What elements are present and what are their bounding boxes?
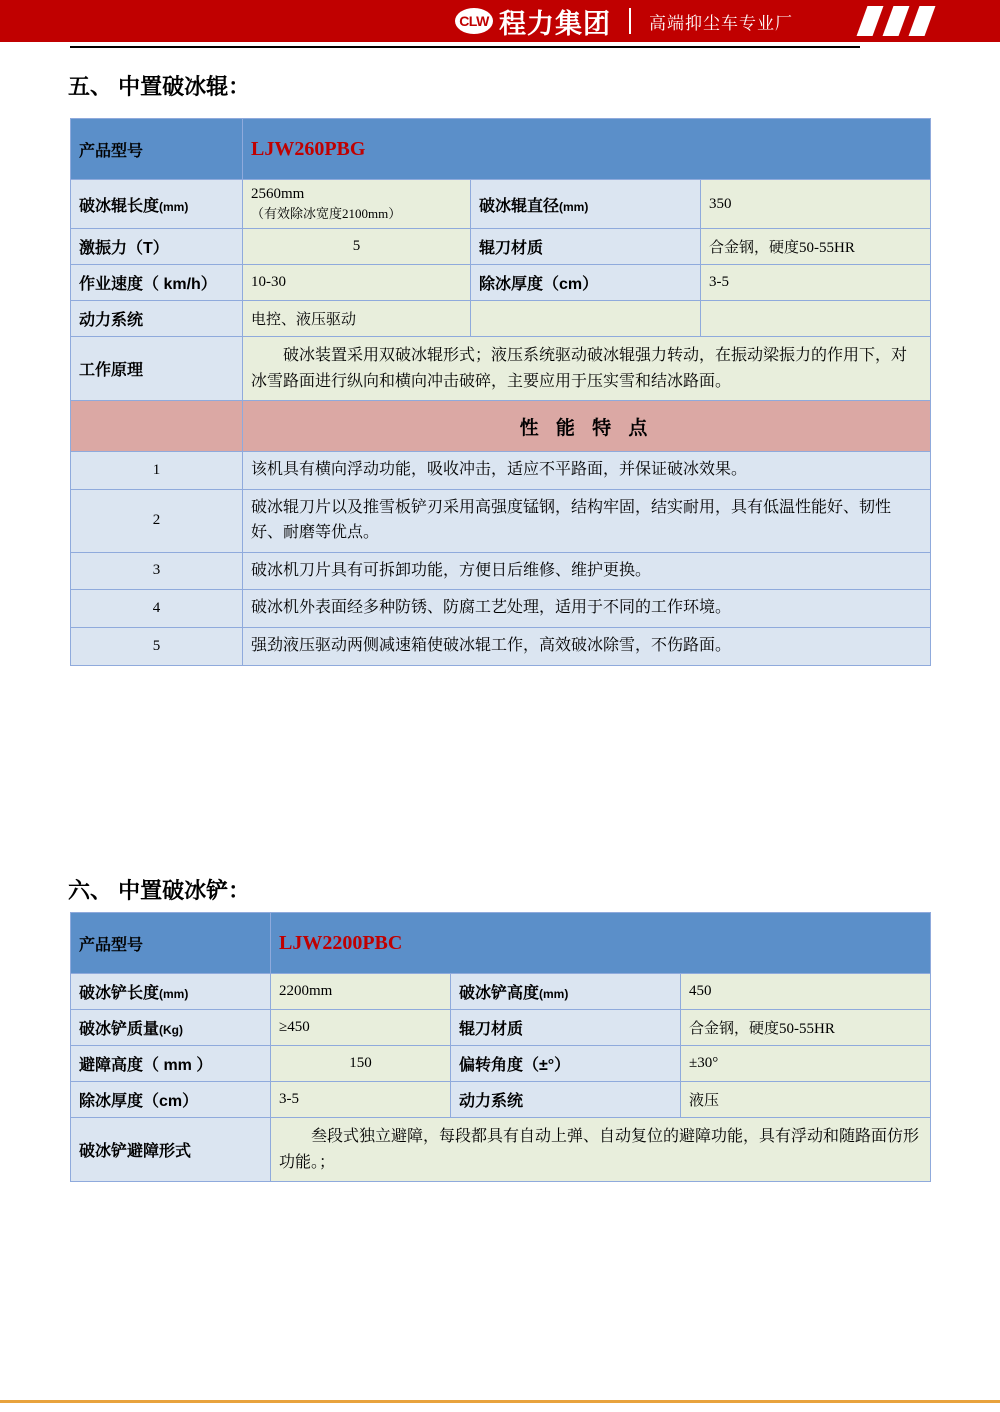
row4-value2	[701, 301, 931, 337]
section-title-2: 六、 中置破冰铲：	[68, 878, 251, 903]
row4-value2: 液压	[681, 1082, 931, 1118]
table-row	[71, 119, 931, 180]
row3-label1: 避障高度（ mm ）	[71, 1046, 271, 1082]
clw-badge	[455, 2, 611, 41]
row2-unit1: (Kg)	[159, 1023, 184, 1037]
spec-table-ice-blade	[70, 912, 931, 1182]
row3-label2: 除冰厚度（cm）	[471, 265, 701, 301]
feature-text: 该机具有横向浮动功能，吸收冲击，适应不平路面，并保证破冰效果。	[243, 452, 931, 490]
row4-label2	[471, 301, 701, 337]
row3-value2: 3-5	[701, 265, 931, 301]
brand-logo	[455, 3, 793, 39]
row1-unit1: (mm)	[159, 199, 189, 214]
header-rule	[70, 46, 860, 48]
feature-text: 破冰机外表面经多种防锈、防腐工艺处理，适用于不同的工作环境。	[243, 590, 931, 628]
brand-name-cn: 程力集团	[499, 8, 611, 39]
row2-label1-text: 破冰铲质量	[79, 1021, 160, 1038]
table-row	[71, 552, 931, 590]
row1-value1	[243, 180, 471, 229]
row2-label2: 辊刀材质	[471, 229, 701, 265]
row4-label1: 除冰厚度（cm）	[71, 1082, 271, 1118]
feature-num: 5	[71, 628, 243, 666]
table-row	[71, 180, 931, 229]
row1-unit2: (mm)	[539, 987, 569, 1001]
model-value: LJW260PBG	[243, 119, 931, 180]
row2-value2: 合金钢，硬度50-55HR	[681, 1010, 931, 1046]
model-label: 产品型号	[71, 913, 271, 974]
table-row	[71, 1046, 931, 1082]
table-row	[71, 590, 931, 628]
row1-unit2: (mm)	[559, 199, 589, 214]
principle-text: 破冰装置采用双破冰辊形式；液压系统驱动破冰辊强力转动，在振动梁振力的作用下，对冰雪路面进行纵向和横向冲击破碎，主要应用于压实雪和结冰路面。	[243, 337, 931, 401]
row1-value1: 2200mm	[271, 974, 451, 1010]
table-row	[71, 489, 931, 552]
table-row	[71, 337, 931, 401]
obstacle-avoidance-text: 叁段式独立避障，每段都具有自动上弹、自动复位的避障功能，具有浮动和随路面仿形功能。；	[271, 1118, 931, 1182]
performance-header-row	[71, 401, 931, 452]
stripes-decoration	[862, 6, 982, 36]
table-row	[71, 265, 931, 301]
row3-value1: 10-30	[243, 265, 471, 301]
spec-table-ice-roller	[70, 118, 931, 666]
row3-label2: 偏转角度（±°）	[451, 1046, 681, 1082]
table-row	[71, 229, 931, 265]
row2-value1: ≥450	[271, 1010, 451, 1046]
row1-label2-text: 破冰辊直径	[479, 197, 560, 215]
table-row	[71, 628, 931, 666]
section-title-1: 五、 中置破冰辊：	[68, 74, 251, 99]
table-row	[71, 1010, 931, 1046]
row2-label1: 激振力（T）	[71, 229, 243, 265]
table-row	[71, 301, 931, 337]
row1-label1	[71, 974, 271, 1010]
row4-value1: 3-5	[271, 1082, 451, 1118]
model-value: LJW2200PBC	[271, 913, 931, 974]
feature-text: 破冰辊刀片以及推雪板铲刃采用高强度锰钢，结构牢固，结实耐用，具有低温性能好、韧性好、耐磨等优点。	[243, 489, 931, 552]
feature-num: 3	[71, 552, 243, 590]
row4-label2: 动力系统	[451, 1082, 681, 1118]
row1-value2: 450	[681, 974, 931, 1010]
table-row	[71, 1082, 931, 1118]
row1-value1-main: 2560mm	[251, 186, 305, 202]
feature-text: 强劲液压驱动两侧减速箱使破冰辊工作，高效破冰除雪，不伤路面。	[243, 628, 931, 666]
row2-label1	[71, 1010, 271, 1046]
table-row	[71, 974, 931, 1010]
row3-label1: 作业速度（ km/h）	[71, 265, 243, 301]
row1-label1-text: 破冰铲长度	[79, 985, 160, 1002]
row2-value2: 合金钢，硬度50-55HR	[701, 229, 931, 265]
feature-text: 破冰机刀片具有可拆卸功能，方便日后维修、维护更换。	[243, 552, 931, 590]
row3-value1: 150	[271, 1046, 451, 1082]
feature-num: 2	[71, 489, 243, 552]
row1-value2: 350	[701, 180, 931, 229]
page-header	[0, 0, 1000, 48]
row3-value2: ±30°	[681, 1046, 931, 1082]
table-row	[71, 913, 931, 974]
principle-label: 工作原理	[71, 337, 243, 401]
feature-num: 1	[71, 452, 243, 490]
row4-value1: 电控、液压驱动	[243, 301, 471, 337]
row1-label1	[71, 180, 243, 229]
clw-abbr-icon: CLW	[455, 8, 493, 34]
model-label: 产品型号	[71, 119, 243, 180]
row2-label2: 辊刀材质	[451, 1010, 681, 1046]
obstacle-avoidance-label: 破冰铲避障形式	[71, 1118, 271, 1182]
row2-value1: 5	[243, 229, 471, 265]
row4-label1: 动力系统	[71, 301, 243, 337]
feature-num: 4	[71, 590, 243, 628]
row1-unit1: (mm)	[159, 987, 189, 1001]
logo-divider	[629, 8, 631, 34]
table-row	[71, 452, 931, 490]
row1-label2	[451, 974, 681, 1010]
footer-rule	[0, 1400, 1000, 1403]
performance-title: 性 能 特 点	[243, 401, 931, 452]
row1-label2	[471, 180, 701, 229]
perf-blank-cell	[71, 401, 243, 452]
row1-label1-text: 破冰辊长度	[79, 197, 160, 215]
row1-label2-text: 破冰铲高度	[459, 985, 540, 1002]
row1-value1-note: （有效除冰宽度2100mm）	[251, 206, 402, 221]
brand-tagline: 高端抑尘车专业厂	[649, 13, 793, 33]
table-row	[71, 1118, 931, 1182]
